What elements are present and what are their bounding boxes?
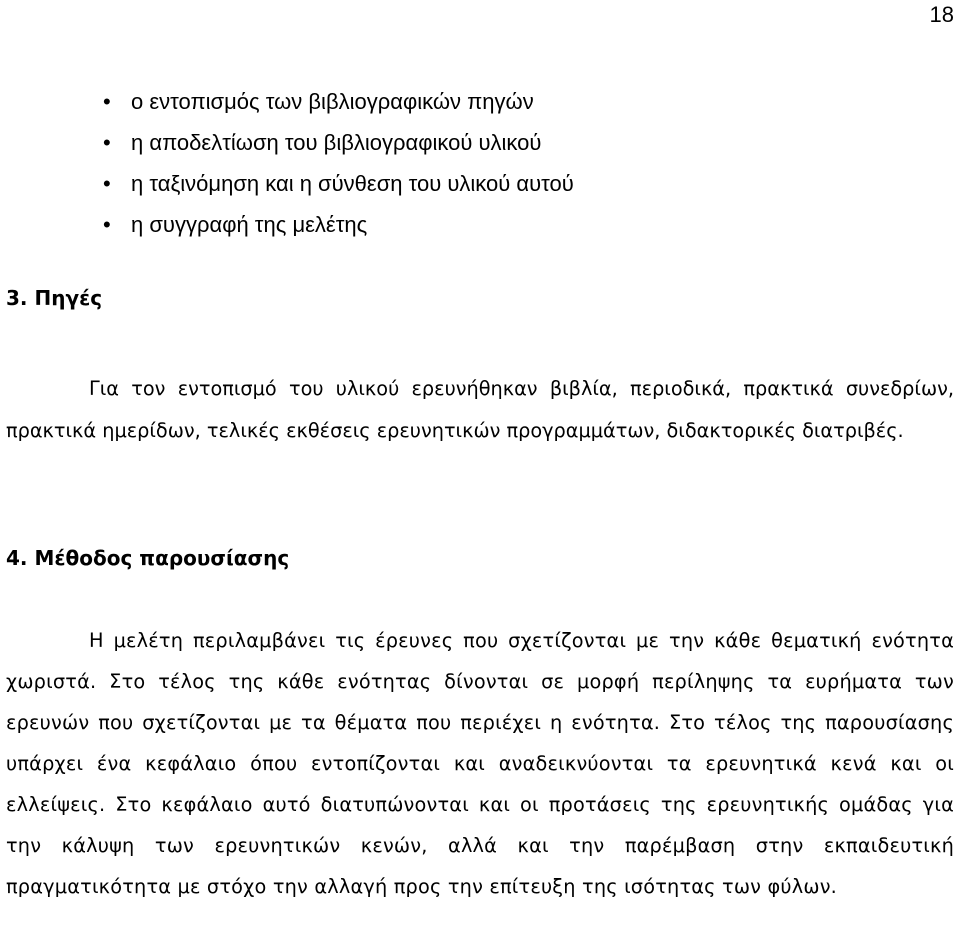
list-item-text: η αποδελτίωση του βιβλιογραφικού υλικού — [131, 130, 542, 155]
bullet-icon: • — [103, 212, 111, 237]
paragraph-method: Η μελέτη περιλαμβάνει τις έρευνες που σχετίζονται με την κάθε θεματική ενότητα χωριστά. Στο τέλος της κάθε ενότητας δίνονται σε μορφή περίληψης τα ευρήματα των ερευνών που σχετίζονται με τα θέματα που περιέχει η ενότητα. Στο τέλος της παρουσίασης υπάρχει ένα κεφάλαιο όπου εντοπίζονται και αναδεικνύονται τα ερευνητικά κενά και οι ελλείψεις. Στο κεφάλαιο αυτό διατυπώνονται και οι προτάσεις της ερευνητικής ομάδας για την κάλυψη των ερευνητικών κενών, αλλά και την παρέμβαση στην εκπαιδευτική πραγματικότητα με στόχο την αλλαγή προς την επίτευξη της ισότητας των φύλων. — [6, 629, 954, 898]
bullet-icon: • — [103, 171, 111, 196]
list-item — [103, 81, 574, 122]
bullet-list — [103, 81, 574, 245]
list-item — [103, 204, 574, 245]
section-heading-sources: 3. Πηγές — [6, 286, 103, 310]
list-item — [103, 163, 574, 204]
bullet-icon: • — [103, 130, 111, 155]
list-item-text: η συγγραφή της μελέτης — [131, 212, 368, 237]
paragraph-sources: Για τον εντοπισμό του υλικού ερευνήθηκαν βιβλία, περιοδικά, πρακτικά συνεδρίων, πρακτικά ημερίδων, τελικές εκθέσεις ερευνητικών προγραμμάτων, διδακτορικές διατριβές. — [6, 377, 954, 442]
page-number: 18 — [929, 2, 954, 27]
list-item — [103, 122, 574, 163]
list-item-text: ο εντοπισμός των βιβλιογραφικών πηγών — [131, 89, 534, 114]
list-item-text: η ταξινόμηση και η σύνθεση του υλικού αυτού — [131, 171, 574, 196]
bullet-icon: • — [103, 89, 111, 114]
section-heading-method: 4. Μέθοδος παρουσίασης — [6, 546, 290, 570]
